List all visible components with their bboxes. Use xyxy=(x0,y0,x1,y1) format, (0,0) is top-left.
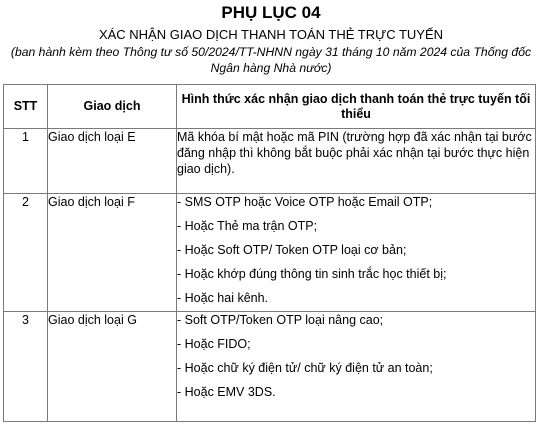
method-item: - Hoặc Soft OTP/ Token OTP loại cơ bản; xyxy=(177,243,407,257)
header-stt: STT xyxy=(4,85,48,129)
cell-stt: 2 xyxy=(4,194,48,312)
cell-transaction-type: Giao dịch loại G xyxy=(48,312,177,422)
cell-stt: 3 xyxy=(4,312,48,422)
appendix-subtitle: XÁC NHẬN GIAO DỊCH THANH TOÁN THẺ TRỰC TUYẾN xyxy=(98,27,444,42)
legal-basis-note: (ban hành kèm theo Thông tư số 50/2024/TT-NHNN ngày 31 tháng 10 năm 2024 của Thống đốc Ngân hàng Nhà nước) xyxy=(10,45,532,75)
cell-confirmation-method xyxy=(177,129,536,194)
header-confirmation-method: Hình thức xác nhận giao dịch thanh toán thẻ trực tuyến tối thiểu xyxy=(177,85,536,129)
cell-confirmation-method xyxy=(177,312,536,422)
method-item: - Hoặc hai kênh. xyxy=(177,291,269,305)
cell-transaction-type: Giao dịch loại F xyxy=(48,194,177,312)
table-row xyxy=(4,194,536,312)
method-item: - Hoặc FIDO; xyxy=(177,337,251,351)
method-item: - Hoặc chữ ký điện tử/ chữ ký điện tử an toàn; xyxy=(177,361,433,375)
method-item: - Hoặc EMV 3DS. xyxy=(177,385,276,399)
method-item: - Hoặc Thẻ ma trận OTP; xyxy=(177,219,318,233)
method-item: - Hoặc khớp đúng thông tin sinh trắc học thiết bị; xyxy=(177,267,447,281)
confirmation-methods-table xyxy=(3,84,536,422)
cell-transaction-type: Giao dịch loại E xyxy=(48,129,177,194)
method-item: - SMS OTP hoặc Voice OTP hoặc Email OTP; xyxy=(177,195,433,209)
table-row xyxy=(4,129,536,194)
header-transaction-type: Giao dịch xyxy=(48,85,177,129)
table-row xyxy=(4,312,536,422)
method-item: - Soft OTP/Token OTP loại nâng cao; xyxy=(177,313,384,327)
table-header-row xyxy=(4,85,536,129)
appendix-title: PHỤ LỤC 04 xyxy=(221,3,321,22)
cell-stt: 1 xyxy=(4,129,48,194)
cell-confirmation-method xyxy=(177,194,536,312)
method-item: Mã khóa bí mật hoặc mã PIN (trường hợp đã xác nhận tại bước đăng nhập thì không bắt buộc phải xác nhận tại bước thực hiện giao dịch). xyxy=(177,130,532,176)
